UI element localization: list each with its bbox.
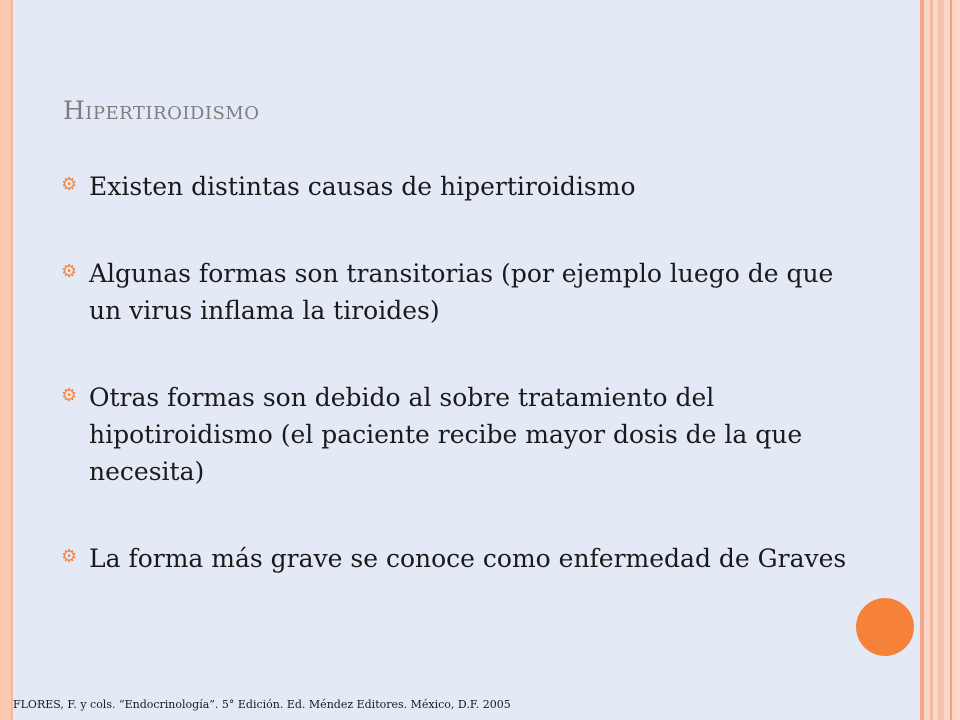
- bullet-text: Otras formas son debido al sobre tratamiento del hipotiroidismo (el paciente recibe mayor dosis de la que necesita): [89, 383, 803, 486]
- stripe: [920, 0, 924, 720]
- bullet-item: [61, 540, 861, 577]
- slide-title: Hipertiroidismo: [63, 96, 260, 125]
- stripe: [930, 0, 933, 720]
- stripe: [938, 0, 944, 720]
- orange-circle-decoration: [856, 598, 914, 656]
- stripe: [950, 0, 952, 720]
- bullet-list: [61, 168, 861, 577]
- gear-bullet-icon: ⚙: [61, 261, 78, 282]
- right-decorative-stripes: [920, 0, 960, 720]
- bullet-item: [61, 168, 861, 205]
- citation-footer: FLORES, F. y cols. “Endocrinología”. 5° Edición. Ed. Méndez Editores. México, D.F. 2005: [13, 698, 511, 711]
- stripe: [956, 0, 960, 720]
- gear-bullet-icon: ⚙: [61, 174, 78, 195]
- bullet-text: Existen distintas causas de hipertiroidismo: [89, 172, 636, 201]
- bullet-item: [61, 255, 861, 329]
- left-decorative-strip: [0, 0, 11, 720]
- bullet-item: [61, 379, 861, 490]
- bullet-text: La forma más grave se conoce como enfermedad de Graves: [89, 544, 847, 573]
- gear-bullet-icon: ⚙: [61, 385, 78, 406]
- gear-bullet-icon: ⚙: [61, 546, 78, 567]
- bullet-text: Algunas formas son transitorias (por ejemplo luego de que un virus inflama la tiroides): [89, 259, 834, 325]
